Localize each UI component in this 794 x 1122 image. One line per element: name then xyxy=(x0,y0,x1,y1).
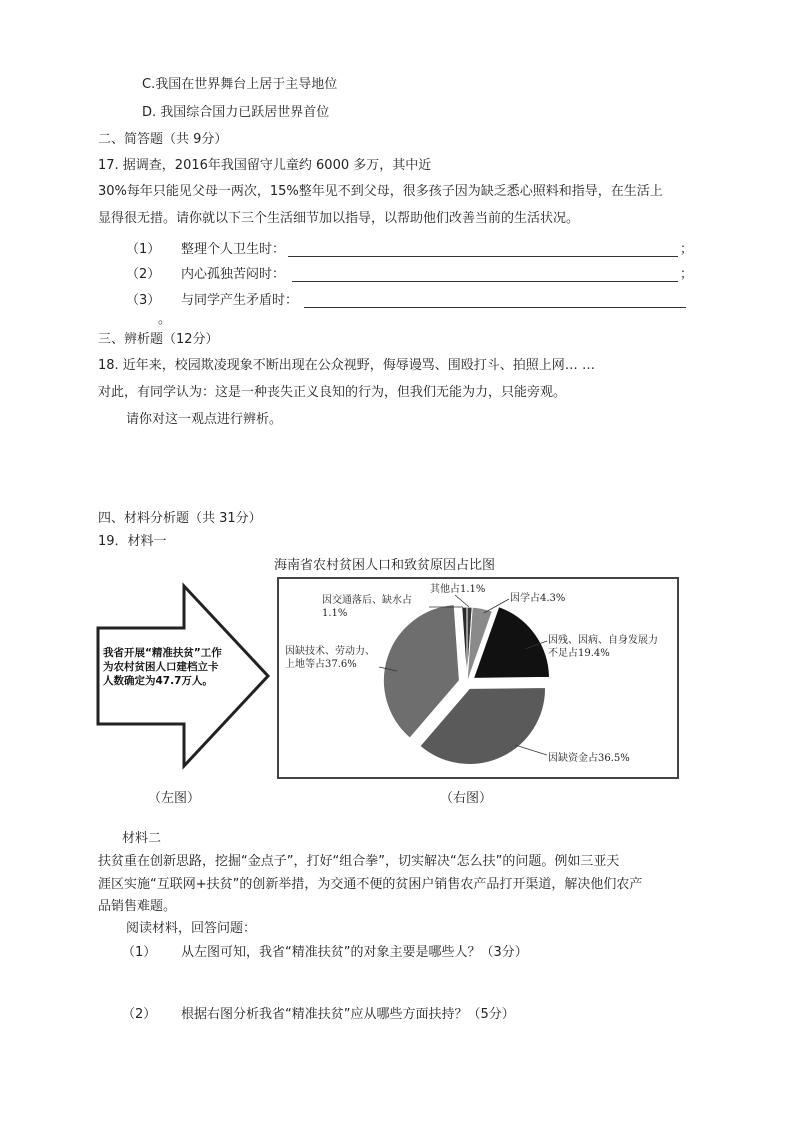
q17-item3-num: （3） xyxy=(126,293,161,308)
pie-label-other: 其他占1.1% xyxy=(430,584,486,595)
q18-line2: 对此，有同学认为：这是一种丧失正义良知的行为，但我们无能为力，只能旁观。 xyxy=(98,385,567,400)
leader-line-0 xyxy=(455,595,469,607)
section2-title: 二、简答题（共 9分） xyxy=(98,132,228,147)
material2-title: 材料二 xyxy=(122,831,162,846)
option-c: C.我国在世界舞台上居于主导地位 xyxy=(142,77,338,92)
q17-line3: 显得很无措。请你就以下三个生活细节加以指导，以帮助他们改善当前的生活状况。 xyxy=(98,211,580,226)
q17-item1-answer-line[interactable] xyxy=(288,242,678,257)
pie-label-school: 因学占4.3% xyxy=(510,593,566,604)
material2-line3: 品销售难题。 xyxy=(98,899,177,914)
material2-line1: 扶贫重在创新思路，挖掘“金点子”，打好“组合拳”，切实解决“怎么扶”的问题。例如三亚天 xyxy=(98,854,620,869)
q17-item1-end: ； xyxy=(680,242,694,257)
q18-line3: 请你对这一观点进行辨析。 xyxy=(126,412,283,427)
option-d: D. 我国综合国力已跃居世界首位 xyxy=(142,105,330,120)
q17-item2-end: ； xyxy=(680,267,694,282)
section3-title: 三、辨析题（12分） xyxy=(98,332,219,347)
q17-item3-text: 与同学产生矛盾时： xyxy=(181,293,299,308)
q17-item2-num: （2） xyxy=(126,267,161,282)
left-caption: （左图） xyxy=(148,791,201,806)
q17-item3-answer-line[interactable] xyxy=(304,293,686,308)
q19-label: 19．材料一 xyxy=(98,534,167,549)
chart-title: 海南省农村贫困人口和致贫原因占比图 xyxy=(274,558,496,573)
q17-line2: 30%每年只能见父母一两次，15%整年见不到父母，很多孩子因为缺乏悉心照料和指导，在生活上 xyxy=(98,184,663,199)
pie-label-disability: 因残、因病、自身发展力不足占19.4% xyxy=(548,635,658,659)
q17-line1: 17. 据调查，2016年我国留守儿童约 6000 多万，其中近 xyxy=(98,158,432,173)
q17-item2-text: 内心孤独苦闷时： xyxy=(181,267,286,282)
pie-label-tech: 因缺技术、劳动力、上地等占37.6% xyxy=(285,646,375,670)
q19-1-num: （1） xyxy=(122,945,157,960)
section4-title: 四、材料分析题（共 31分） xyxy=(98,511,262,526)
q19-2-num: （2） xyxy=(122,1007,157,1022)
q19-2-text: 根据右图分析我省“精准扶贫”应从哪些方面扶持？（5分） xyxy=(181,1007,515,1022)
q17-item2-answer-line[interactable] xyxy=(292,267,678,282)
pie-label-traffic: 因交通落后、缺水占1.1% xyxy=(322,595,412,619)
q19-1-text: 从左图可知，我省“精准扶贫”的对象主要是哪些人？（3分） xyxy=(181,945,528,960)
material2-line2: 涯区实施“互联网+扶贫”的创新举措，为交通不便的贫困户销售农产品打开渠道，解决他们农产 xyxy=(98,877,643,892)
right-caption: （右图） xyxy=(440,791,493,806)
leader-line-3 xyxy=(515,745,547,755)
arrow-text: 我省开展“精准扶贫”工作 为农村贫困人口建档立卡 人数确定为47.7万人。 xyxy=(103,647,222,687)
q17-item3-end: 。 xyxy=(158,312,172,327)
slice-traffic xyxy=(462,607,467,683)
q17-item1-num: （1） xyxy=(126,242,161,257)
q17-item1-text: 整理个人卫生时： xyxy=(181,242,286,257)
read-prompt: 阅读材料，回答问题： xyxy=(126,921,257,936)
pie-label-funds: 因缺资金占36.5% xyxy=(548,753,630,764)
q18-line1: 18. 近年来，校园欺凌现象不断出现在公众视野，侮辱谩骂、围殴打斗、拍照上网… … xyxy=(98,358,595,373)
